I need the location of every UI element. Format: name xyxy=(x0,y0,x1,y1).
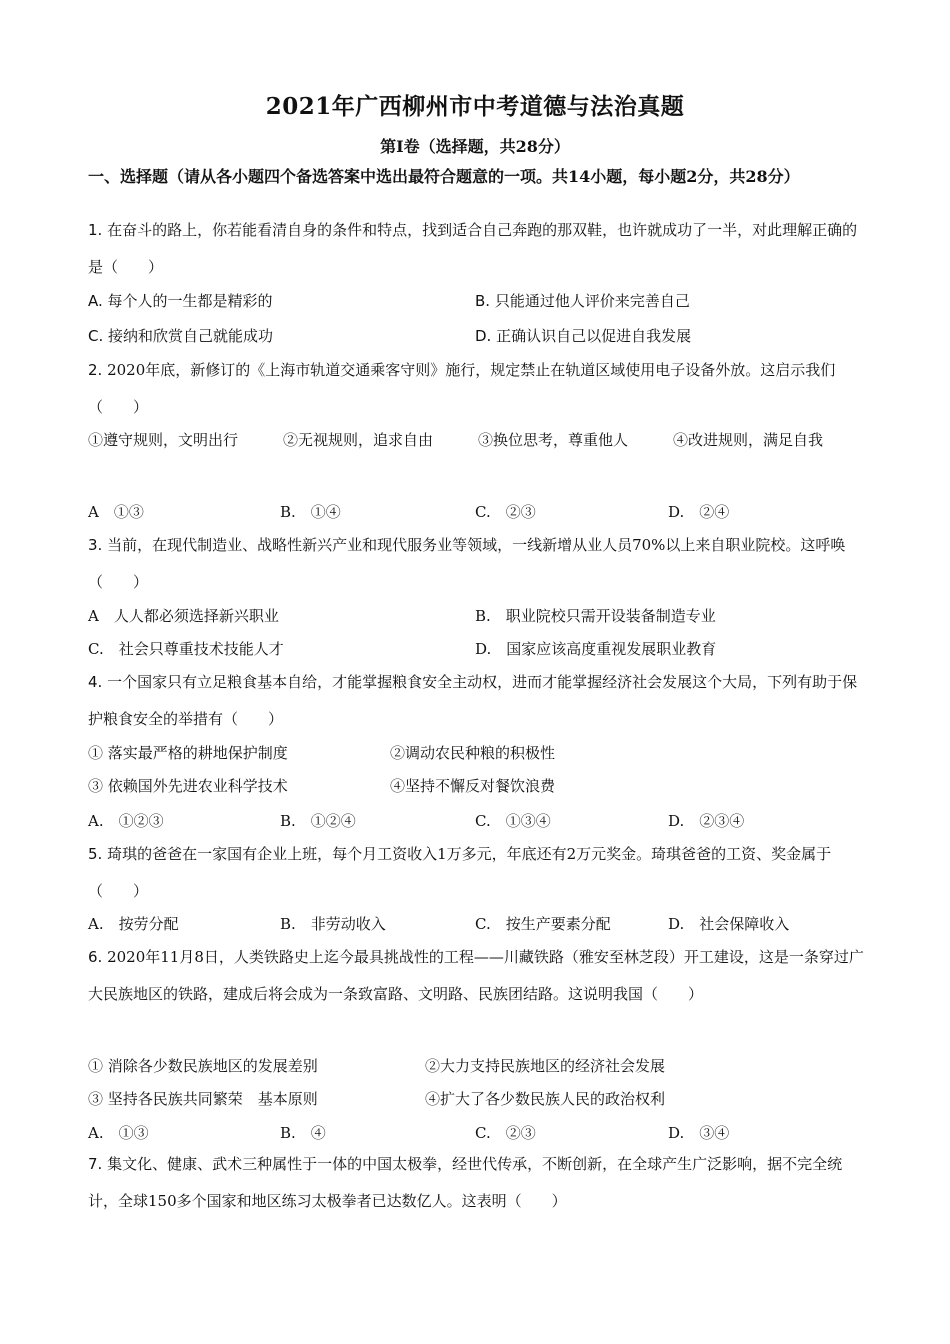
question-1-stem: 1. 在奋斗的路上，你若能看清自身的条件和特点，找到适合自己奔跑的那双鞋，也许就成功了一半，对此理解正确的是（ ） xyxy=(88,221,858,276)
question-1-option-d: D. 正确认识自己以促进自我发展 xyxy=(475,327,692,345)
question-6-item-2: ②大力支持民族地区的经济社会发展 xyxy=(425,1057,666,1075)
question-4-item-1: ① 落实最严格的耕地保护制度 xyxy=(88,744,288,762)
question-4-option-a: A. ①②③ xyxy=(88,812,164,830)
question-1-option-a: A. 每个人的一生都是精彩的 xyxy=(88,292,273,310)
question-5-stem: 5. 琦琪的爸爸在一家国有企业上班，每个月工资收入1万多元，年底还有2万元奖金。琦琪爸爸的工资、奖金属于（ ） xyxy=(88,845,832,900)
question-3-option-b: B. 职业院校只需开设装备制造专业 xyxy=(475,607,716,625)
question-3-stem: 3. 当前，在现代制造业、战略性新兴产业和现代服务业等领域，一线新增从业人员70%以上来自职业院校。这呼唤（ ） xyxy=(88,536,846,591)
question-1-option-b: B. 只能通过他人评价来完善自己 xyxy=(475,292,690,310)
question-6-stem: 6. 2020年11月8日，人类铁路史上迄今最具挑战性的工程——川藏铁路（雅安至林芝段）开工建设，这是一条穿过广大民族地区的铁路，建成后将会成为一条致富路、文明路、民族团结路。这说明我国（ ） xyxy=(88,948,864,1003)
question-1-option-c: C. 接纳和欣赏自己就能成功 xyxy=(88,327,274,345)
question-6-option-a: A. ①③ xyxy=(88,1124,149,1142)
question-6-option-d: D. ③④ xyxy=(668,1124,730,1142)
question-5-option-b: B. 非劳动收入 xyxy=(280,915,386,933)
section-subtitle: 第Ⅰ卷（选择题，共28分） xyxy=(380,137,570,156)
question-2-option-b: B. ①④ xyxy=(280,503,341,521)
section-heading: 一、选择题（请从各小题四个备选答案中选出最符合题意的一项。共14小题，每小题2分，共28分） xyxy=(88,167,800,186)
question-4-item-4: ④坚持不懈反对餐饮浪费 xyxy=(390,777,556,795)
question-4-option-d: D. ②③④ xyxy=(668,812,745,830)
question-6-item-4: ④扩大了各少数民族人民的政治权利 xyxy=(425,1090,666,1108)
question-4-item-2: ②调动农民种粮的积极性 xyxy=(390,744,556,762)
question-4-item-3: ③ 依赖国外先进农业科学技术 xyxy=(88,777,288,795)
question-6-item-1: ① 消除各少数民族地区的发展差别 xyxy=(88,1057,318,1075)
question-4-option-c: C. ①③④ xyxy=(475,812,551,830)
question-6-option-b: B. ④ xyxy=(280,1124,326,1142)
question-6-option-c: C. ②③ xyxy=(475,1124,536,1142)
question-3-option-c: C. 社会只尊重技术技能人才 xyxy=(88,640,284,658)
question-6-item-3: ③ 坚持各民族共同繁荣 基本原则 xyxy=(88,1090,318,1108)
question-7-stem: 7. 集文化、健康、武术三种属性于一体的中国太极拳，经世代传承，不断创新，在全球产生广泛影响，据不完全统计，全球150多个国家和地区练习太极拳者已达数亿人。这表明（ ） xyxy=(88,1155,843,1210)
question-5-option-a: A. 按劳分配 xyxy=(88,915,179,933)
question-5-option-c: C. 按生产要素分配 xyxy=(475,915,611,933)
question-2-option-a: A ①③ xyxy=(88,503,144,521)
question-2-items: ①遵守规则，文明出行 ②无视规则，追求自由 ③换位思考，尊重他人 ④改进规则，满足自我 xyxy=(88,431,824,449)
question-2-stem: 2. 2020年底，新修订的《上海市轨道交通乘客守则》施行，规定禁止在轨道区域使用电子设备外放。这启示我们（ ） xyxy=(88,361,836,416)
question-2-option-d: D. ②④ xyxy=(668,503,730,521)
question-4-option-b: B. ①②④ xyxy=(280,812,356,830)
question-2-option-c: C. ②③ xyxy=(475,503,536,521)
question-4-stem: 4. 一个国家只有立足粮食基本自给，才能掌握粮食安全主动权，进而才能掌握经济社会发展这个大局，下列有助于保护粮食安全的举措有（ ） xyxy=(88,673,858,728)
question-5-option-d: D. 社会保障收入 xyxy=(668,915,790,933)
page-title: 2021年广西柳州市中考道德与法治真题 xyxy=(265,93,685,120)
question-3-option-d: D. 国家应该高度重视发展职业教育 xyxy=(475,640,717,658)
question-3-option-a: A 人人都必须选择新兴职业 xyxy=(88,607,279,625)
